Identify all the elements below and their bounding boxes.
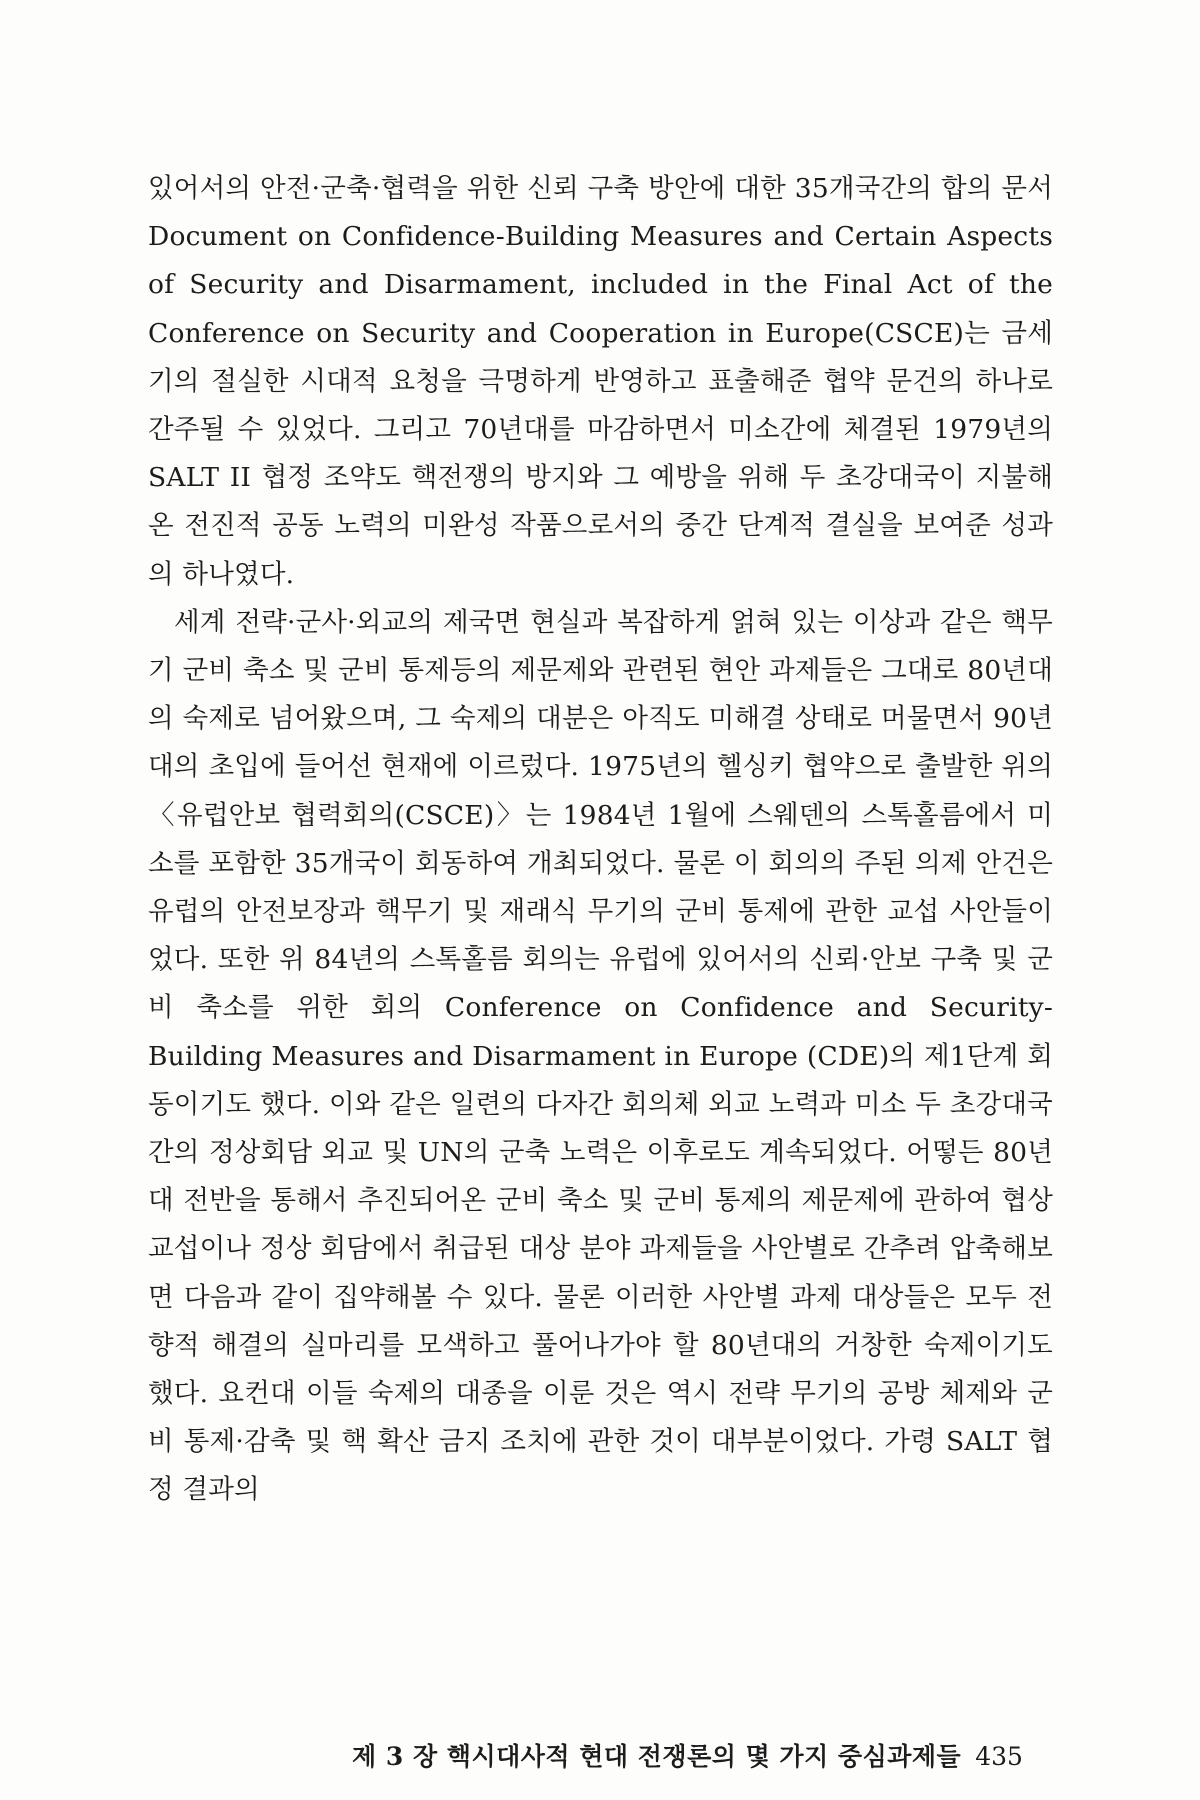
running-head: 제 3 장 핵시대사적 현대 전쟁론의 몇 가지 중심과제들 — [352, 1742, 962, 1771]
body-text — [148, 165, 1053, 1515]
page-number: 435 — [975, 1742, 1023, 1771]
page-footer — [352, 1741, 1052, 1773]
paragraph-continuation: 있어서의 안전·군축·협력을 위한 신뢰 구축 방안에 대한 35개국간의 합의 문서 Document on Confidence-Building Measures and Certain Aspects of Security and Disarmament, included in the Final Act of the Conference on Security and Cooperation in Europe(CSCE)는 금세기의 절실한 시대적 요청을 극명하게 반영하고 표출해준 협약 문건의 하나로 간주될 수 있었다. 그리고 70년대를 마감하면서 미소간에 체결된 1979년의 SALT II 협정 조약도 핵전쟁의 방지와 그 예방을 위해 두 초강대국이 지불해온 전진적 공동 노력의 미완성 작품으로서의 중간 단계적 결실을 보여준 성과의 하나였다. — [148, 173, 1053, 590]
paragraph: 세계 전략·군사·외교의 제국면 현실과 복잡하게 얽혀 있는 이상과 같은 핵무기 군비 축소 및 군비 통제등의 제문제와 관련된 현안 과제들은 그대로 80년대의 숙제로 넘어왔으며, 그 숙제의 대분은 아직도 미해결 상태로 머물면서 90년대의 초입에 들어선 현재에 이르렀다. 1975년의 헬싱키 협약으로 출발한 위의 〈유럽안보 협력회의(CSCE)〉는 1984년 1월에 스웨덴의 스톡홀름에서 미소를 포함한 35개국이 회동하여 개최되었다. 물론 이 회의의 주된 의제 안건은 유럽의 안전보장과 핵무기 및 재래식 무기의 군비 통제에 관한 교섭 사안들이었다. 또한 위 84년의 스톡홀름 회의는 유럽에 있어서의 신뢰·안보 구축 및 군비 축소를 위한 회의 Conference on Confidence and Security-Building Measures and Disarmament in Europe (CDE)의 제1단계 회동이기도 했다. 이와 같은 일련의 다자간 회의체 외교 노력과 미소 두 초강대국간의 정상회담 외교 및 UN의 군축 노력은 이후로도 계속되었다. 어떻든 80년대 전반을 통해서 추진되어온 군비 축소 및 군비 통제의 제문제에 관하여 협상 교섭이나 정상 회담에서 취급된 대상 분야 과제들을 사안별로 간추려 압축해보면 다음과 같이 집약해볼 수 있다. 물론 이러한 사안별 과제 대상들은 모두 전향적 해결의 실마리를 모색하고 풀어나가야 할 80년대의 거창한 숙제이기도 했다. 요컨대 이들 숙제의 대종을 이룬 것은 역시 전략 무기의 공방 체제와 군비 통제·감축 및 핵 확산 금지 조치에 관한 것이 대부분이었다. 가령 SALT 협정 결과의 — [148, 606, 1053, 1506]
